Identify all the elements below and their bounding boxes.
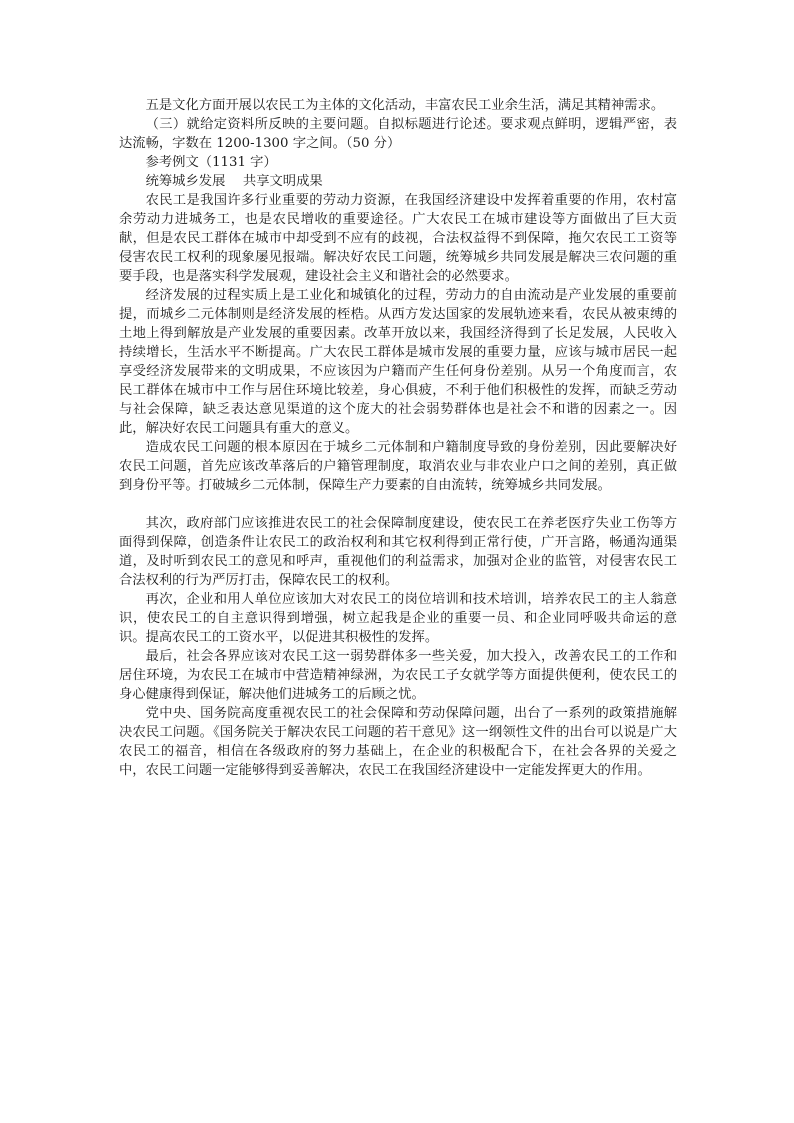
paragraph-culture-activities: 五是文化方面开展以农民工为主体的文化活动，丰富农民工业余生活，满足其精神需求。 [145, 98, 665, 113]
essay-paragraph-significance: 经济发展的过程实质上是工业化和城镇化的过程，劳动力的自由流动是产业发展的重要前提，而城乡二元体制则是经济发展的桎梏。从西方发达国家的发展轨迹来看，农民从被束缚的土地上得到解放是产业发展的重要因素。改革开放以来，我国经济得到了长足发展，人民收入持续增长，生活水平不断提高。广大农民工群体是城市发展的重要力量，应该与城市居民一起享受经济发展带来的文明成果，不应该因为户籍而产生任何身份差别。从另一个角度而言，农民工群体在城市中工作与居住环境比较差，身心俱疲，不利于他们积极性的发挥，而缺乏劳动与社会保障，缺乏表达意见渠道的这个庞大的社会弱势群体也是社会不和谐的因素之一。因此，解决好农民工问题具有重大的意义。 [119, 288, 677, 436]
question-prompt: （三）就给定资料所反映的主要问题。自拟标题进行论述。要求观点鲜明，逻辑严密，表达流畅，字数在 1200-1300 字之间。（50 分） [119, 117, 677, 151]
essay-paragraph-root-cause: 造成农民工问题的根本原因在于城乡二元体制和户籍制度导致的身份差别，因此要解决好农民工问题，首先应该改革落后的户籍管理制度，取消农业与非农业户口之间的差别，真正做到身份平等。打破城乡二元体制，保障生产力要素的自由流转，统筹城乡共同发展。 [119, 440, 677, 493]
essay-title: 统筹城乡发展 共享文明成果 [145, 174, 323, 189]
essay-paragraph-enterprise: 再次，企业和用人单位应该加大对农民工的岗位培训和技术培训，培养农民工的主人翁意识，使农民工的自主意识得到增强，树立起我是企业的重要一员、和企业同呼吸共命运的意识。提高农民工的工资水平，以促进其积极性的发挥。 [119, 592, 677, 645]
essay-paragraph-intro: 农民工是我国许多行业重要的劳动力资源，在我国经济建设中发挥着重要的作用，农村富余劳动力进城务工，也是农民增收的重要途径。广大农民工在城市建设等方面做出了巨大贡献，但是农民工群体在城市中却受到不应有的歧视，合法权益得不到保障，拖欠农民工工资等侵害农民工权利的现象屡见报端。解决好农民工问题，统筹城乡共同发展是解决三农问题的重要手段，也是落实科学发展观，建设社会主义和谐社会的必然要求。 [119, 193, 677, 284]
sample-essay-label: 参考例文（1131 字） [145, 155, 277, 170]
essay-paragraph-conclusion: 党中央、国务院高度重视农民工的社会保障和劳动保障问题，出台了一系列的政策措施解决农民工问题。《国务院关于解决农民工问题的若干意见》这一纲领性文件的出台可以说是广大农民工的福音，相信在各级政府的努力基础上，在企业的积极配合下，在社会各界的关爱之中，农民工问题一定能够得到妥善解决，农民工在我国经济建设中一定能发挥更大的作用。 [119, 706, 677, 778]
document-page [119, 96, 677, 780]
essay-paragraph-society: 最后，社会各界应该对农民工这一弱势群体多一些关爱，加大投入，改善农民工的工作和居住环境，为农民工在城市中营造精神绿洲，为农民工子女就学等方面提供便利，使农民工的身心健康得到保证，解决他们进城务工的后顾之忧。 [119, 649, 677, 702]
essay-paragraph-government: 其次，政府部门应该推进农民工的社会保障制度建设，使农民工在养老医疗失业工伤等方面得到保障，创造条件让农民工的政治权利和其它权利得到正常行使，广开言路，畅通沟通渠道，及时听到农民工的意见和呼声，重视他们的利益需求，加强对企业的监管，对侵害农民工合法权利的行为严厉打击，保障农民工的权利。 [119, 516, 677, 588]
